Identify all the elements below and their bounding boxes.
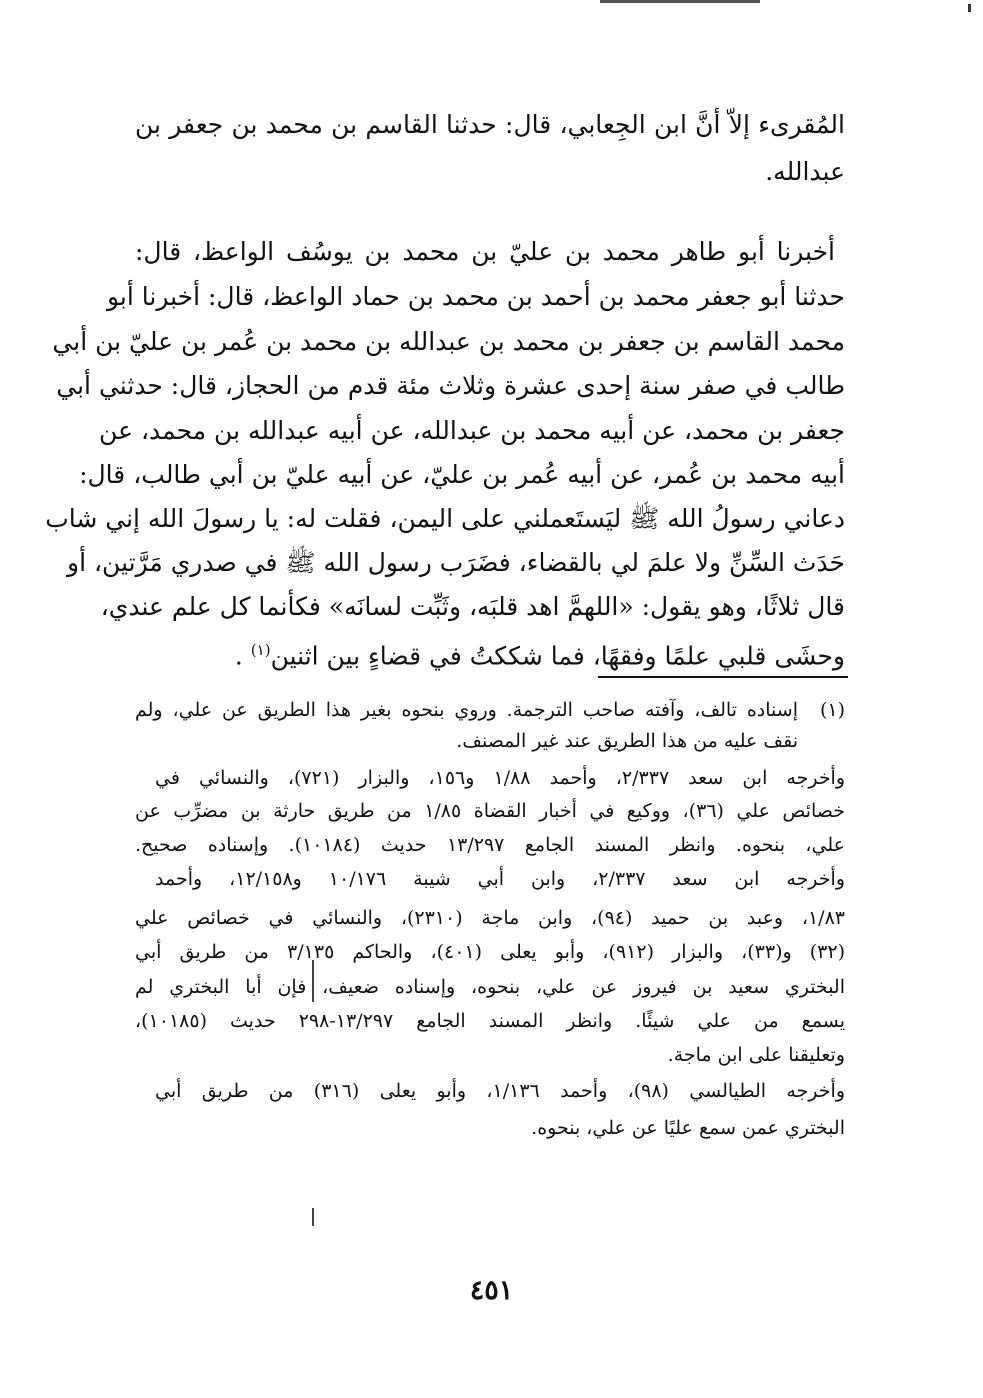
footnote-line: علي، بنحوه. وانظر المسند الجامع ١٣/٢٩٧ حديث (١٠١٨٤). وإسناده صحيح. — [135, 834, 846, 856]
hadith-line: دعاني رسولُ الله ﷺ ليَستَعملني على اليمن، فقلت له: يا رسولَ الله إني شاب — [45, 504, 845, 533]
hadith-line: حَدَث السِّنِّ ولا علمَ لي بالقضاء، فضَرَب رسول الله ﷺ في صدري مَرَّتين، أو — [67, 548, 845, 577]
hadith-line: محمد القاسم بن جعفر بن محمد بن عبدالله بن محمد بن عُمر بن عليّ بن أبي — [52, 327, 845, 356]
footnote-line: وتعليقنا على ابن ماجة. — [667, 1044, 845, 1066]
hadith-line: أبيه محمد بن عُمر، عن أبيه عُمر بن عليّ، عن أبيه عليّ بن أبي طالب، قال: — [79, 460, 845, 489]
footnote-line: وأخرجه الطيالسي (٩٨)، وأحمد ١/١٣٦، وأبو يعلى (٣١٦) من طريق أبي — [155, 1080, 845, 1102]
hadith-line-text: وحشَى قلبي علمًا وفقهًا، فما شككتُ في قضاءٍ بين اثنين — [270, 641, 845, 671]
page-number: ٤٥١ — [469, 1275, 514, 1306]
hadith-last-line: وحشَى قلبي علمًا وفقهًا، فما شككتُ في قضاءٍ بين اثنين$^{(١)}$ . — [234, 641, 845, 671]
hadith-line: طالب في صفر سنة إحدى عشرة وثلاث مئة قدم من الحجاز، قال: حدثني أبي — [56, 371, 845, 400]
scan-margin-mark — [312, 1208, 314, 1226]
footnote-separator — [598, 676, 848, 678]
footnote-number: (١) — [819, 699, 845, 721]
footnote-line: إسناده تالف، وآفته صاحب الترجمة. وروي بنحوه بغير هذا الطريق عن علي، ولم — [135, 699, 798, 721]
hadith-line: جعفر بن محمد، عن أبيه محمد بن عبدالله، عن أبيه عبدالله بن محمد، عن — [99, 416, 845, 445]
footnote-line: (٣٢) و(٣٣)، والبزار (٩١٢)، وأبو يعلى (٤٠١)، والحاكم ٣/١٣٥ من طريق أبي — [135, 941, 845, 963]
intro-line: المُقرىء إلاّ أنَّ ابن الجِعابي، قال: حدثنا القاسم بن محمد بن جعفر بن — [135, 110, 845, 139]
hadith-line: قال ثلاثًا، وهو يقول: «اللهمَّ اهد قلبَه، وثَبِّت لسانَه» فكأنما كل علم عندي، — [100, 592, 845, 621]
scan-edge-mark — [600, 0, 760, 3]
footnote-line: خصائص علي (٣٦)، ووكيع في أخبار القضاة ١/٨٥ من طريق حارثة بن مضرِّب عن — [135, 800, 845, 822]
footnote-line: يسمع من علي شيئًا. وانظر المسند الجامع ١٣/٢٩٧-٢٩٨ حديث (١٠١٨٥)، — [135, 1010, 845, 1032]
footnote-marker: (١) — [250, 641, 271, 659]
scan-corner-mark — [968, 4, 971, 12]
footnote-line: البختري سعيد بن فيروز عن علي، بنحوه، وإسناده ضعيف، فإن أبا البختري لم — [135, 976, 845, 998]
hadith-line: حدثنا أبو جعفر محمد بن أحمد بن محمد بن حماد الواعظ، قال: أخبرنا أبو — [106, 282, 845, 311]
hadith-line: أخبرنا أبو طاهر محمد بن عليّ بن محمد بن يوسُف الواعظ، قال: — [135, 237, 835, 266]
footnote-line: ١/٨٣، وعبد بن حميد (٩٤)، وابن ماجة (٢٣١٠)، والنسائي في خصائص علي — [135, 907, 845, 929]
intro-line: عبدالله. — [765, 157, 845, 186]
footnote-line: وأخرجه ابن سعد ٢/٣٣٧، وأحمد ١/٨٨ و١٥٦، والبزار (٧٢١)، والنسائي في — [155, 767, 846, 789]
footnote-line: وأخرجه ابن سعد ٢/٣٣٧، وابن أبي شيبة ١٠/١٧٦ و١٢/١٥٨، وأحمد — [155, 868, 845, 890]
footnote-line: البختري عمن سمع عليًا عن علي، بنحوه. — [531, 1117, 845, 1139]
footnote-line: نقف عليه من هذا الطريق عند غير المصنف. — [456, 730, 798, 752]
